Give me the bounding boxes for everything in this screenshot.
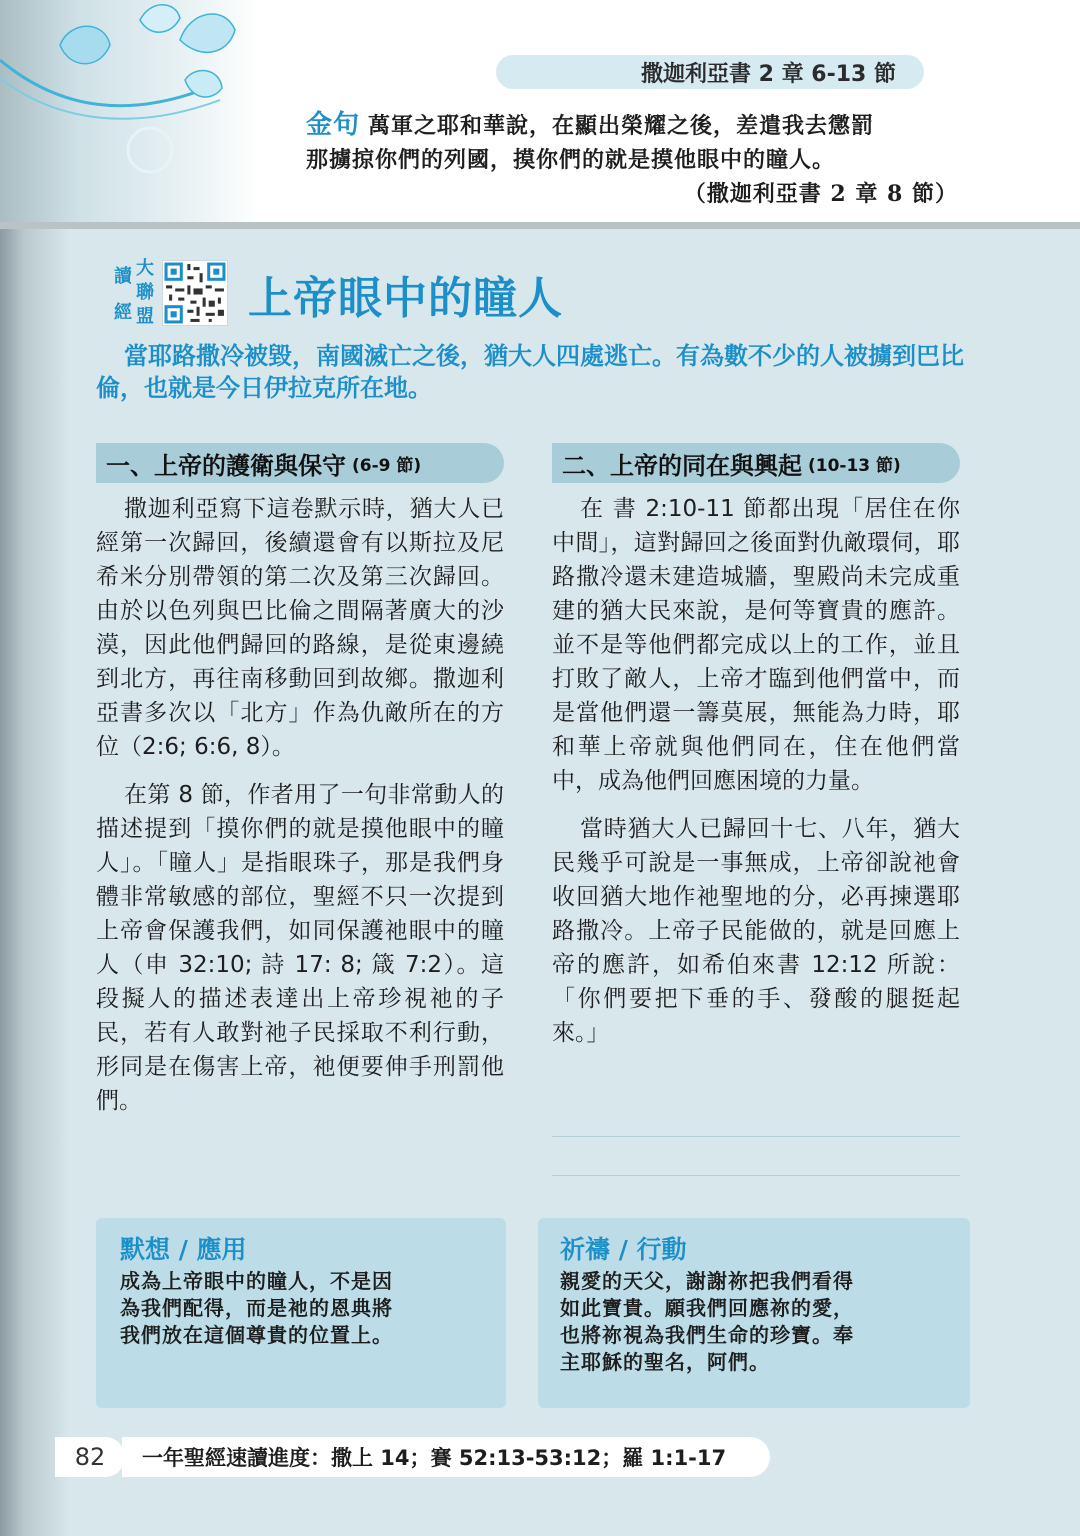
section-2-paragraph: 在 書 2:10-11 節都出現「居住在你中間」，這對歸回之後面對仇敵環伺，耶路撒冷還未建造城牆，聖殿尚未完成重建的猶大民來說，是何等寶貴的應許。並不是等他們都完成以上的工作，並且打敗了敵人，上帝才臨到他們當中，而是當他們還一籌莫展，無能為力時，耶和華上帝就與他們同在，住在他們當中，成為他們回應困境的力量。 <box>552 496 960 794</box>
page-gutter-shadow <box>0 0 70 1536</box>
golden-verse <box>306 108 966 211</box>
section-1-paragraph: 在第 8 節，作者用了一句非常動人的描述提到「摸你們的就是摸他眼中的瞳人」。「瞳人」是指眼珠子，那是我們身體非常敏感的部位，聖經不只一次提到上帝會保護我們，如同保護祂眼中的瞳人（申 32:10; 詩 17: 8; 箴 7:2）。這段擬人的描述表達出上帝珍視祂的子民，若有人敢對祂子民採取不利行動，形同是在傷害上帝，祂便要伸手刑罰他們。 <box>96 782 504 1114</box>
reading-progress: 一年聖經速讀進度：撒上 14；賽 52:13-53:12；羅 1:1-17 <box>122 1437 770 1477</box>
section-2-paragraph: 當時猶大人已歸回十七、八年，猶大民幾乎可說是一事無成，上帝卻說祂會收回猶大地作祂聖地的分，必再揀選耶路撒冷。上帝子民能做的，就是回應上帝的應許，如希伯來書 12:12 所說：「你們要把下垂的手、發酸的腿挺起來。」 <box>552 816 960 1046</box>
page-title: 上帝眼中的瞳人 <box>248 273 563 324</box>
section-1-heading: 一、上帝的護衛與保守 (6-9 節) <box>96 443 504 483</box>
golden-verse-tag: 金句 <box>306 110 361 140</box>
golden-verse-line-2: 那擄掠你們的列國，摸你們的就是摸他眼中的瞳人。 <box>306 147 836 173</box>
golden-verse-line-1: 金句 萬軍之耶和華說，在顯出榮耀之後，差遣我去懲罰 <box>306 110 875 140</box>
intro-paragraph: 當耶路撒冷被毀，南國滅亡之後，猶大人四處逃亡。有為數不少的人被擄到巴比倫，也就是今日伊拉克所在地。 <box>96 342 964 402</box>
section-1-body <box>96 492 504 1132</box>
header-divider <box>0 222 1080 229</box>
prayer-title: 祈禱 / 行動 <box>560 1235 687 1264</box>
notes-line <box>552 1175 960 1176</box>
meditation-title: 默想 / 應用 <box>120 1235 247 1264</box>
meditation-box <box>96 1218 506 1408</box>
prayer-box <box>538 1218 970 1408</box>
meditation-text: 成為上帝眼中的瞳人，不是因 為我們配得，而是祂的恩典將 我們放在這個尊貴的位置上。 <box>120 1269 393 1347</box>
section-1-paragraph: 撒迦利亞寫下這卷默示時，猶大人已經第一次歸回，後續還會有以斯拉及尼希米分別帶領的第二次及第三次歸回。由於以色列與巴比倫之間隔著廣大的沙漠，因此他們歸回的路線，是從東邊繞到北方，再往南移動回到故鄉。撒迦利亞書多次以「北方」作為仇敵所在的方位（2:6; 6:6, 8）。 <box>96 496 504 760</box>
footer <box>0 1437 1080 1477</box>
reading-league-label: 讀 經 大 聯 盟 <box>114 258 154 327</box>
qr-code-icon[interactable] <box>162 260 228 326</box>
scripture-reference: 撒迦利亞書 2 章 6-13 節 <box>496 55 924 89</box>
section-2-body <box>552 492 960 1064</box>
page-number: 82 <box>55 1437 125 1477</box>
section-1-verses: (6-9 節) <box>352 455 422 476</box>
section-2-verses: (10-13 節) <box>808 455 901 476</box>
section-2-heading: 二、上帝的同在與興起 (10-13 節) <box>552 443 960 483</box>
golden-verse-citation: （撒迦利亞書 2 章 8 節） <box>683 181 958 207</box>
notes-line <box>552 1136 960 1137</box>
floral-ornament-icon <box>0 0 240 200</box>
prayer-text: 親愛的天父，謝謝祢把我們看得 如此寶貴。願我們回應祢的愛， 也將祢視為我們生命的珍寶。奉 主耶穌的聖名，阿們。 <box>560 1269 854 1374</box>
